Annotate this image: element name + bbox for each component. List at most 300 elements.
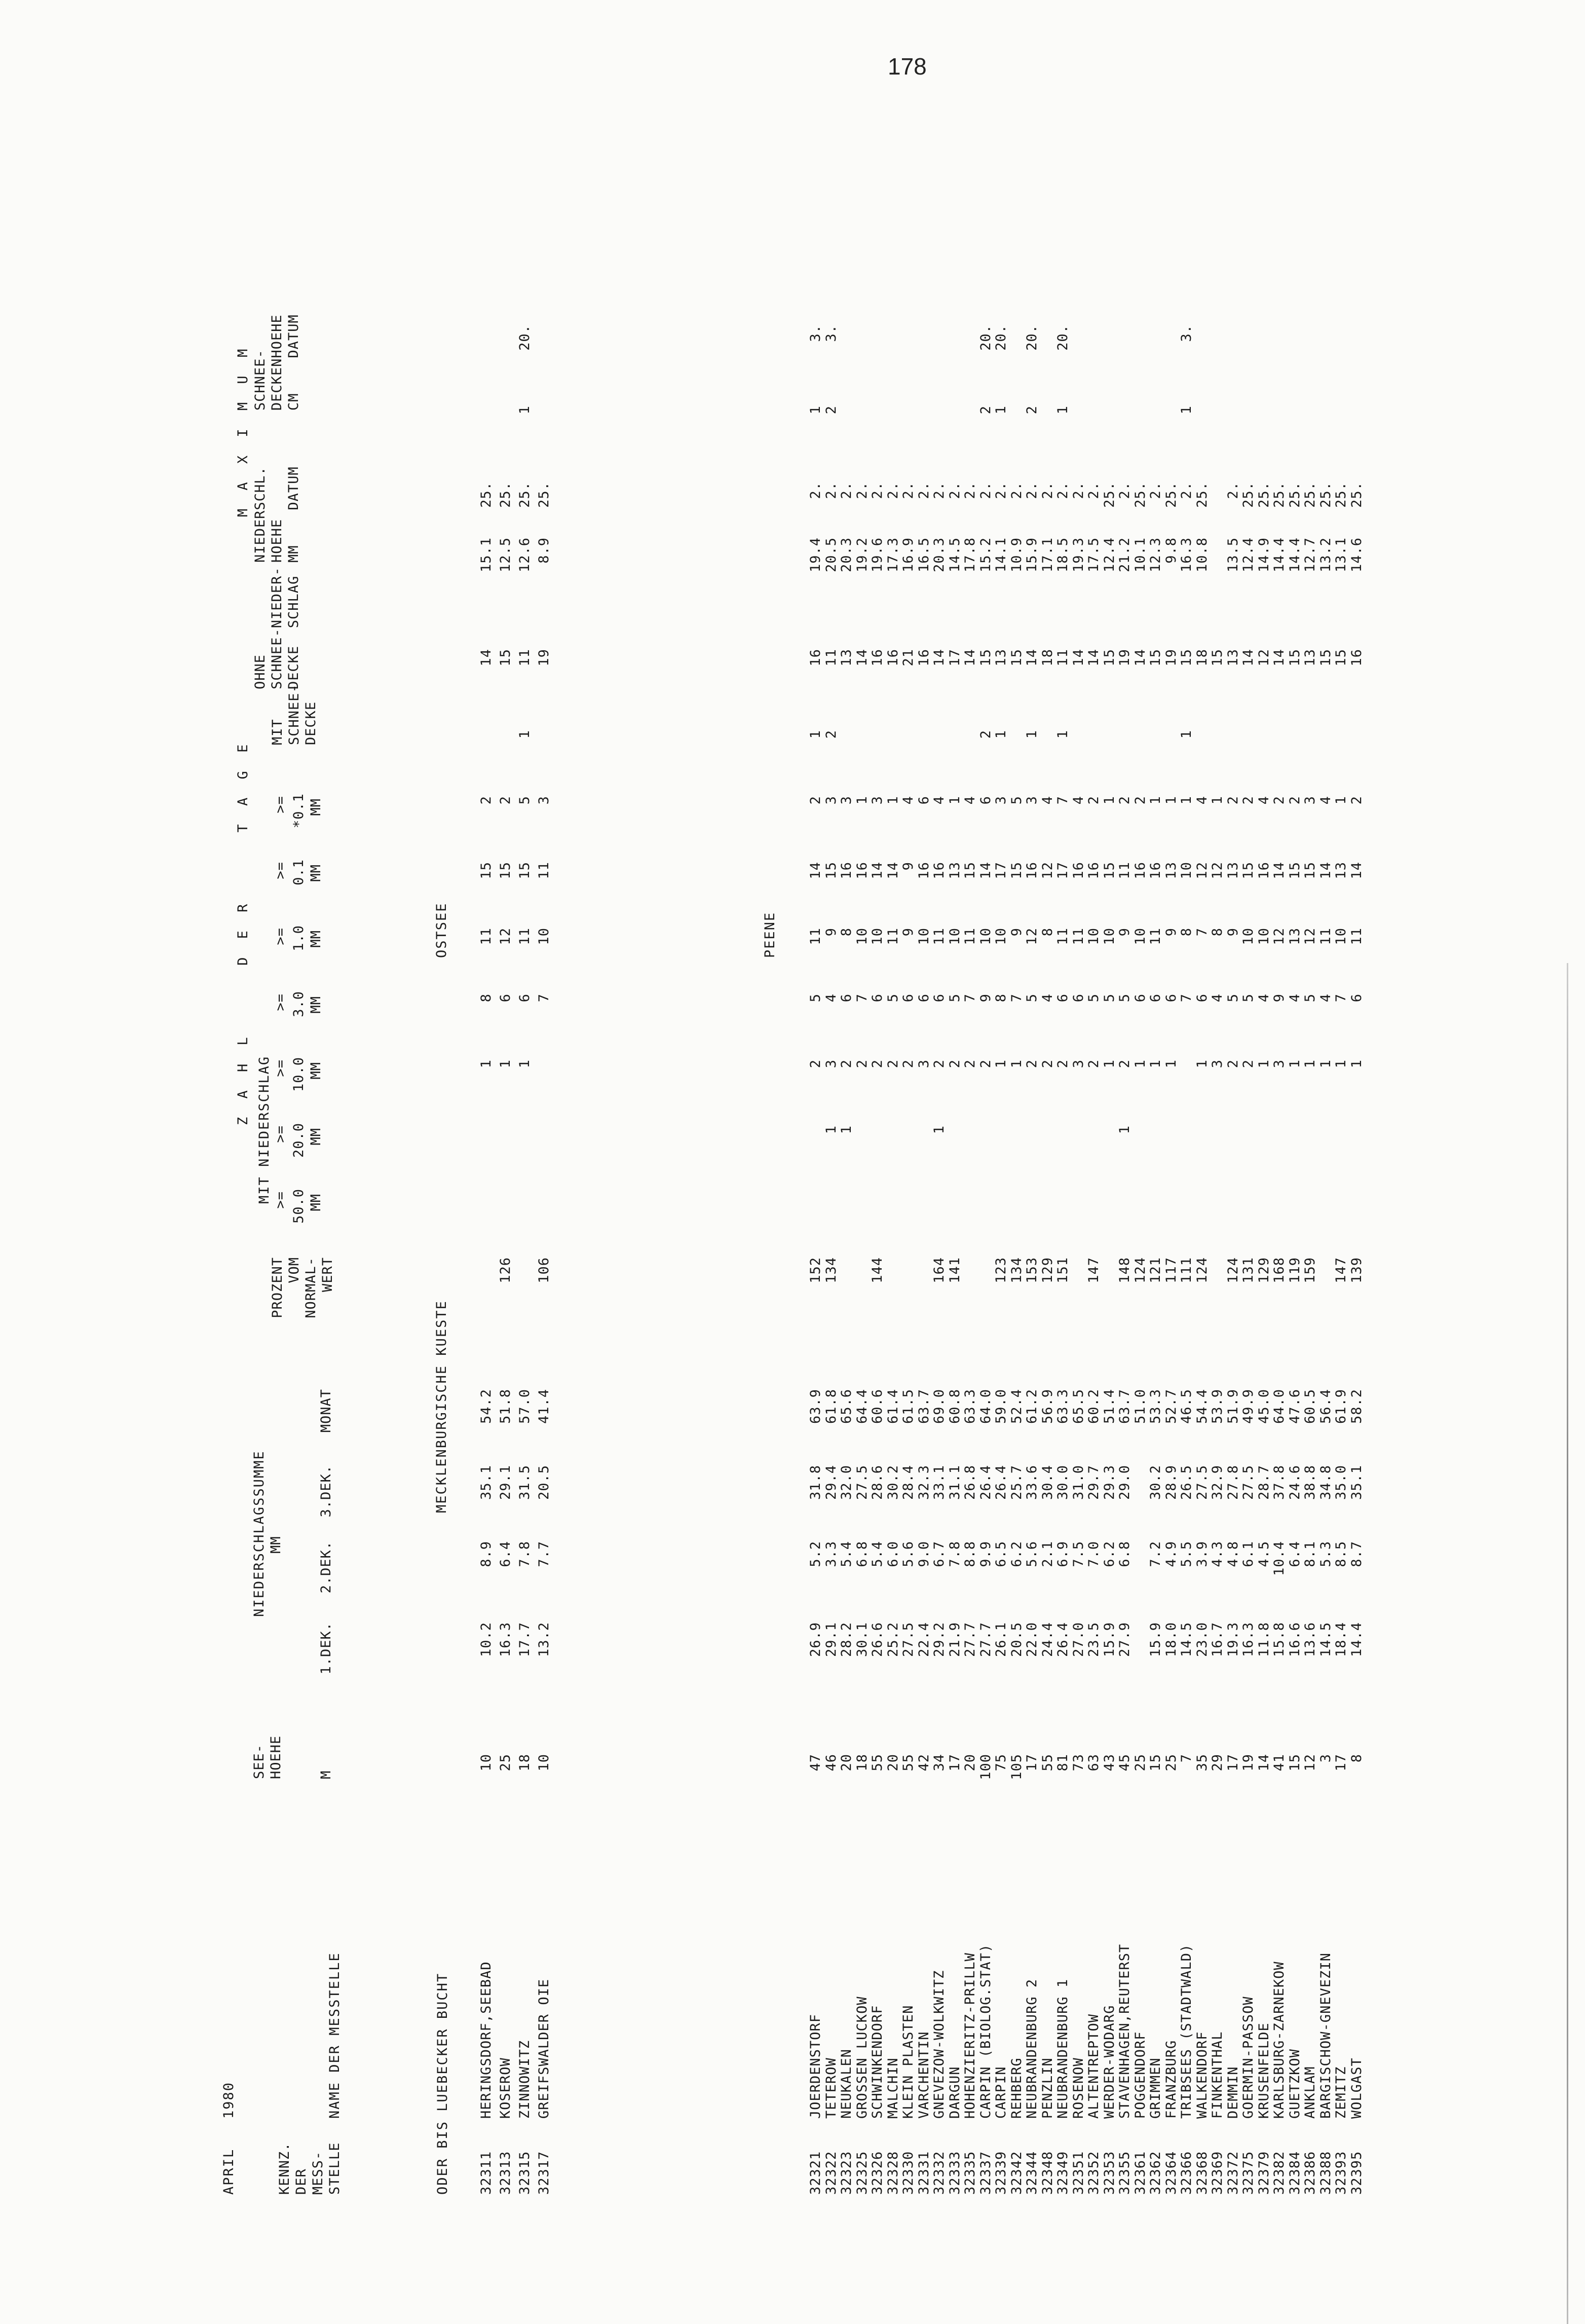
- prozent-value: 129: [1039, 1257, 1055, 1283]
- station-name: WOLGAST: [1348, 2057, 1365, 2119]
- tage-count: 1: [1333, 1059, 1349, 1068]
- scan-edge: [1567, 963, 1568, 2324]
- dek1-value: 29.2: [931, 1622, 947, 1657]
- seehoehe-value: 29: [1210, 1754, 1225, 1772]
- ohne-schnee-value: 19: [1117, 649, 1133, 667]
- monat-value: 57.0: [517, 1389, 533, 1424]
- ohne-schnee-value: 14: [962, 649, 978, 667]
- max-niederschlag-datum: 25.: [1132, 482, 1148, 508]
- max-niederschlag-datum: 25.: [1348, 482, 1365, 508]
- section-subtitle-ostsee: OSTSEE: [434, 902, 449, 958]
- monat-value: 63.7: [1117, 1389, 1133, 1424]
- dek2-value: 5.4: [870, 1541, 885, 1567]
- station-name: NEUKALEN: [839, 2048, 854, 2119]
- ohne-schnee-value: 15: [1148, 649, 1163, 667]
- ohne-schnee-value: 14: [1086, 649, 1102, 667]
- max-niederschlag-value: 14.6: [1348, 537, 1365, 573]
- max-niederschlag-value: 10.1: [1132, 537, 1148, 573]
- tage-count: 16: [1148, 862, 1163, 879]
- tage-count: 15: [823, 862, 839, 879]
- station-id: 32311: [478, 2151, 494, 2195]
- monat-value: 54.4: [1194, 1389, 1210, 1424]
- max-niederschlag-datum: 2.: [839, 482, 854, 499]
- tage-count: 16: [1070, 862, 1086, 879]
- ohne-schnee-value: 14: [1271, 649, 1287, 667]
- station-id: 32342: [1008, 2151, 1025, 2195]
- seehoehe-value: 81: [1055, 1754, 1071, 1772]
- kennz-header: MESS-: [310, 2151, 326, 2195]
- tage-count: 2: [1287, 796, 1303, 805]
- ohne-schnee-value: 11: [1055, 649, 1071, 667]
- tage-count: 2: [1086, 1059, 1102, 1068]
- tage-count: 2: [885, 1059, 901, 1068]
- station-name: GROSSEN LUCKOW: [854, 1996, 870, 2119]
- tage-count: 2: [1117, 796, 1133, 805]
- seehoehe-value: 20: [885, 1754, 901, 1772]
- monat-value: 51.8: [498, 1389, 513, 1424]
- seehoehe-value: 10: [536, 1754, 552, 1772]
- tage-count: 4: [1194, 796, 1210, 805]
- ohne-schnee-value: 14: [1024, 649, 1040, 667]
- threshold-label: 20.0: [291, 1123, 307, 1158]
- tage-count: 1: [839, 1125, 854, 1134]
- max-schneedecke-datum: 3.: [1179, 324, 1194, 342]
- tage-count: 15: [517, 862, 533, 879]
- seehoehe-value: 47: [808, 1754, 823, 1772]
- dek1-value: 16.3: [498, 1622, 513, 1657]
- dek3-value: 30.2: [1148, 1465, 1163, 1500]
- max-schneedecke-datum: 3.: [823, 324, 839, 342]
- monat-value: 65.6: [839, 1389, 854, 1424]
- dek1-value: 29.1: [823, 1622, 839, 1657]
- dek3-value: 29.0: [1117, 1465, 1133, 1500]
- max-niederschlag-header: MM DATUM: [286, 466, 301, 563]
- dek2-value: 6.8: [854, 1541, 870, 1567]
- station-name: ANKLAM: [1302, 2066, 1318, 2119]
- tage-count: 10: [536, 928, 552, 945]
- monat-value: 64.0: [977, 1389, 994, 1424]
- dek3-value: 30.2: [885, 1465, 901, 1500]
- ge-label: >=: [273, 993, 288, 1011]
- dek3-value: 28.6: [870, 1465, 885, 1500]
- kennz-header: STELLE: [327, 2142, 343, 2195]
- mit-schneedecke-value: 1: [808, 730, 823, 739]
- tage-count: 15: [478, 862, 494, 879]
- seehoehe-value: 3: [1317, 1754, 1334, 1763]
- monat-value: 63.3: [1055, 1389, 1071, 1424]
- tage-count: 1: [1256, 1059, 1272, 1068]
- seehoehe-value: 55: [870, 1754, 885, 1772]
- tage-count: 16: [854, 862, 870, 879]
- dek3-value: 29.7: [1086, 1465, 1102, 1500]
- max-niederschlag-datum: 2.: [1024, 482, 1040, 499]
- tage-count: 7: [962, 993, 978, 1003]
- ohne-schnee-value: 15: [1210, 649, 1225, 667]
- tage-count: 7: [1055, 796, 1071, 805]
- dek3-value: 32.9: [1210, 1465, 1225, 1500]
- max-niederschlag-datum: 25.: [1101, 482, 1117, 508]
- seehoehe-value: 46: [823, 1754, 839, 1772]
- monat-value: 63.9: [808, 1389, 823, 1424]
- max-niederschlag-value: 17.5: [1086, 537, 1102, 573]
- seehoehe-value: 8: [1348, 1754, 1365, 1763]
- max-niederschlag-datum: 25.: [1271, 482, 1287, 508]
- tage-count: 2: [478, 796, 494, 805]
- station-id: 32315: [517, 2151, 533, 2195]
- dek2-value: 4.8: [1225, 1541, 1241, 1567]
- dek1-value: 13.2: [536, 1622, 552, 1657]
- tage-count: 1: [478, 1059, 494, 1068]
- max-niederschlag-value: 12.5: [498, 537, 513, 573]
- dek1-value: 15.9: [1148, 1622, 1163, 1657]
- prozent-value: 153: [1024, 1257, 1040, 1283]
- max-schneedecke-datum: 20.: [1024, 324, 1040, 351]
- max-niederschlag-value: 14.1: [993, 537, 1009, 573]
- maximum-header: M A X I M U M: [235, 344, 251, 517]
- prozent-value: 119: [1287, 1257, 1303, 1283]
- prozent-value: 159: [1302, 1257, 1318, 1283]
- dek2-value: 6.7: [931, 1541, 947, 1567]
- ohne-schnee-value: 13: [839, 649, 854, 667]
- station-id: 32388: [1317, 2151, 1334, 2195]
- tage-count: 9: [823, 928, 839, 937]
- tage-count: 2: [854, 1059, 870, 1068]
- station-name: FINKENTHAL: [1210, 2031, 1225, 2119]
- tage-count: 11: [808, 928, 823, 945]
- ohne-schnee-value: 14: [478, 649, 494, 667]
- station-id: 32393: [1333, 2151, 1349, 2195]
- ohne-schnee-value: 16: [916, 649, 932, 667]
- station-id: 32384: [1287, 2151, 1303, 2195]
- dek3-value: 30.4: [1039, 1465, 1055, 1500]
- station-id: 32344: [1024, 2151, 1040, 2195]
- tage-count: 9: [900, 862, 916, 871]
- tage-count: 2: [1132, 796, 1148, 805]
- tage-count: 3: [1271, 1059, 1287, 1068]
- tage-count: 6: [870, 993, 885, 1003]
- seehoehe-header: HOEHE: [268, 1735, 284, 1779]
- dek2-value: 7.8: [517, 1541, 533, 1567]
- tage-count: 16: [1256, 862, 1272, 879]
- ge-label: >=: [273, 796, 288, 814]
- tage-count: 12: [498, 928, 513, 945]
- dek1-value: 28.2: [839, 1622, 854, 1657]
- dek3-value: 27.5: [1194, 1465, 1210, 1500]
- tage-count: 4: [1287, 993, 1303, 1003]
- dek3-value: 34.8: [1317, 1465, 1334, 1500]
- tage-count: 1: [1008, 1059, 1025, 1068]
- station-name: KRUSENFELDE: [1256, 2022, 1272, 2119]
- tage-count: 10: [1132, 928, 1148, 945]
- ohne-schnee-value: 17: [947, 649, 963, 667]
- monat-value: 58.2: [1348, 1389, 1365, 1424]
- tage-count: 8: [1179, 928, 1194, 937]
- tage-count: 7: [1179, 993, 1194, 1003]
- max-schneedecke-datum: 20.: [977, 324, 994, 351]
- prozent-value: 168: [1271, 1257, 1287, 1283]
- tage-count: 3: [1302, 796, 1318, 805]
- tage-count: 3: [1210, 1059, 1225, 1068]
- seehoehe-value: 63: [1086, 1754, 1102, 1772]
- tage-count: 7: [1008, 993, 1025, 1003]
- max-niederschlag-value: 19.3: [1070, 537, 1086, 573]
- max-niederschlag-value: 12.4: [1240, 537, 1256, 573]
- tage-count: 9: [1225, 928, 1241, 937]
- station-name: SCHWINKENDORF: [870, 2005, 885, 2119]
- tage-count: 11: [1317, 928, 1334, 945]
- max-niederschlag-value: 15.1: [478, 537, 494, 573]
- max-niederschlag-datum: 2.: [1148, 482, 1163, 499]
- tage-count: 13: [1333, 862, 1349, 879]
- tage-count: 11: [1117, 862, 1133, 879]
- dek1-value: 14.5: [1317, 1622, 1334, 1657]
- tage-count: 5: [1302, 993, 1318, 1003]
- dek3-value: 31.0: [1070, 1465, 1086, 1500]
- station-name: DARGUN: [947, 2066, 963, 2119]
- dek1-value: 27.9: [1117, 1622, 1133, 1657]
- station-id: 32362: [1148, 2151, 1163, 2195]
- dek2-value: 5.5: [1179, 1541, 1194, 1567]
- mit-schneedecke-value: 2: [823, 730, 839, 739]
- max-niederschlag-datum: 2.: [885, 482, 901, 499]
- prozent-value: 124: [1225, 1257, 1241, 1283]
- dek1-value: 27.7: [962, 1622, 978, 1657]
- tage-count: 6: [931, 993, 947, 1003]
- max-niederschlag-value: 10.9: [1008, 537, 1025, 573]
- max-niederschlag-datum: 2.: [808, 482, 823, 499]
- max-niederschlag-value: 14.9: [1256, 537, 1272, 573]
- tage-count: 2: [1240, 1059, 1256, 1068]
- max-niederschlag-datum: 2.: [1179, 482, 1194, 499]
- max-niederschlag-value: 9.8: [1163, 537, 1179, 564]
- tage-count: 7: [1194, 928, 1210, 937]
- prozent-value: 144: [870, 1257, 885, 1283]
- dek1-value: 26.4: [1055, 1622, 1071, 1657]
- tage-count: 2: [900, 1059, 916, 1068]
- dek2-value: 5.6: [900, 1541, 916, 1567]
- tage-count: 15: [1101, 862, 1117, 879]
- tage-count: 17: [1055, 862, 1071, 879]
- tage-count: 1: [1348, 1059, 1365, 1068]
- mit-niederschlag-header: MIT NIEDERSCHLAG: [256, 1055, 272, 1204]
- tage-count: 2: [1117, 1059, 1133, 1068]
- tage-count: 5: [1086, 993, 1102, 1003]
- max-niederschlag-header: NIEDERSCHL.: [252, 466, 268, 563]
- dek1-value: 27.7: [977, 1622, 994, 1657]
- station-name: ROSENOW: [1070, 2057, 1086, 2119]
- max-schneedecke-datum: 20.: [1055, 324, 1071, 351]
- tage-count: 1: [1287, 1059, 1303, 1068]
- dek2-value: 6.8: [1117, 1541, 1133, 1567]
- dek2-value: 6.4: [1287, 1541, 1303, 1567]
- max-niederschlag-datum: 25.: [1333, 482, 1349, 508]
- threshold-unit: MM: [308, 864, 324, 882]
- max-niederschlag-value: 20.5: [823, 537, 839, 573]
- ohne-schnee-value: 15: [1008, 649, 1025, 667]
- max-niederschlag-datum: 2.: [931, 482, 947, 499]
- seehoehe-value: 20: [839, 1754, 854, 1772]
- tage-count: 1: [1148, 1059, 1163, 1068]
- tage-count: 13: [1225, 862, 1241, 879]
- max-niederschlag-datum: 2.: [1055, 482, 1071, 499]
- dek2-value: 5.4: [839, 1541, 854, 1567]
- ohne-schnee-value: 14: [1070, 649, 1086, 667]
- max-niederschlag-value: 20.3: [839, 537, 854, 573]
- max-niederschlag-value: 8.9: [536, 537, 552, 564]
- station-name: DEMMIN: [1225, 2066, 1241, 2119]
- dek2-value: 5.2: [808, 1541, 823, 1567]
- max-niederschlag-value: 12.7: [1302, 537, 1318, 573]
- tage-count: 3: [823, 796, 839, 805]
- dek1-value: 15.9: [1101, 1622, 1117, 1657]
- seehoehe-value: 17: [1333, 1754, 1349, 1772]
- station-name: KLEIN PLASTEN: [900, 2005, 916, 2119]
- tage-count: 2: [498, 796, 513, 805]
- station-id: 32366: [1179, 2151, 1194, 2195]
- tage-count: 1: [1101, 1059, 1117, 1068]
- station-name: TRIBSEES (STADTWALD): [1179, 1943, 1194, 2119]
- ohne-schnee-value: 19: [1163, 649, 1179, 667]
- station-id: 32379: [1256, 2151, 1272, 2195]
- prozent-value: 141: [947, 1257, 963, 1283]
- threshold-label: 1.0: [291, 925, 307, 951]
- tage-count: 6: [1132, 993, 1148, 1003]
- tage-count: 6: [1163, 993, 1179, 1003]
- max-niederschlag-datum: 2.: [1225, 482, 1241, 499]
- max-schneedecke-header: DECKENHOEHE: [269, 314, 285, 411]
- tage-count: 16: [931, 862, 947, 879]
- tage-count: 12: [1302, 928, 1318, 945]
- max-niederschlag-datum: 2.: [977, 482, 994, 499]
- monat-value: 61.2: [1024, 1389, 1040, 1424]
- ohne-schnee-value: 18: [1194, 649, 1210, 667]
- dek3-value: 35.1: [478, 1465, 494, 1500]
- monat-value: 63.7: [916, 1389, 932, 1424]
- ohne-schnee-value: 14: [1240, 649, 1256, 667]
- seehoehe-value: 43: [1101, 1754, 1117, 1772]
- dek2-value: 8.9: [478, 1541, 494, 1567]
- tage-count: 9: [1117, 928, 1133, 937]
- tage-count: 5: [808, 993, 823, 1003]
- station-name: GUETZKOW: [1287, 2048, 1303, 2119]
- dek1-value: 23.0: [1194, 1622, 1210, 1657]
- seehoehe-value: 15: [1287, 1754, 1303, 1772]
- max-schneedecke-datum: 20.: [517, 324, 533, 351]
- seehoehe-value: 34: [931, 1754, 947, 1772]
- tage-count: 6: [916, 796, 932, 805]
- dek2-value: 3.9: [1194, 1541, 1210, 1567]
- station-name: ZEMITZ: [1333, 2066, 1349, 2119]
- station-id: 32349: [1055, 2151, 1071, 2195]
- dek2-value: 6.2: [1008, 1541, 1025, 1567]
- station-id: 32361: [1132, 2151, 1148, 2195]
- monat-value: 56.9: [1039, 1389, 1055, 1424]
- tage-count: 2: [1086, 796, 1102, 805]
- dek3-value: 26.8: [962, 1465, 978, 1500]
- max-niederschlag-datum: 25.: [517, 482, 533, 508]
- tage-count: 8: [1039, 928, 1055, 937]
- max-niederschlag-datum: 2.: [916, 482, 932, 499]
- kennz-header: KENNZ.: [277, 2142, 292, 2195]
- tage-count: 6: [900, 993, 916, 1003]
- ohne-schnee-value: 14: [854, 649, 870, 667]
- max-schneedecke-datum: 20.: [993, 324, 1009, 351]
- ohne-schnee-value: 21: [900, 649, 916, 667]
- tage-count: 6: [977, 796, 994, 805]
- tage-count: 10: [854, 928, 870, 945]
- max-schneedecke-value: 1: [517, 405, 533, 415]
- station-name: GNEVEZOW-WOLKWITZ: [931, 1970, 947, 2119]
- station-name: GRIMMEN: [1148, 2057, 1163, 2119]
- tage-count: 11: [517, 928, 533, 945]
- tage-count: 2: [1240, 796, 1256, 805]
- tage-count: 4: [1039, 796, 1055, 805]
- tage-count: 4: [1256, 993, 1272, 1003]
- dek1-value: 30.1: [854, 1622, 870, 1657]
- tage-count: 10: [916, 928, 932, 945]
- tage-count: 10: [977, 928, 994, 945]
- tage-count: 4: [1256, 796, 1272, 805]
- dek2-value: 5.6: [1024, 1541, 1040, 1567]
- monat-value: 60.2: [1086, 1389, 1102, 1424]
- tage-count: 4: [931, 796, 947, 805]
- tage-count: 10: [1101, 928, 1117, 945]
- tage-count: 4: [1070, 796, 1086, 805]
- dek1-value: 16.6: [1287, 1622, 1303, 1657]
- tage-count: 2: [1024, 1059, 1040, 1068]
- dekade-header: 3.DEK.: [318, 1465, 334, 1518]
- monat-value: 46.5: [1179, 1389, 1194, 1424]
- tage-count: 10: [947, 928, 963, 945]
- station-id: 32323: [839, 2151, 854, 2195]
- ohne-schnee-header: SCHNEE-NIEDER-: [269, 567, 285, 689]
- tage-count: 2: [931, 1059, 947, 1068]
- tage-count: 17: [993, 862, 1009, 879]
- monat-value: 53.3: [1148, 1389, 1163, 1424]
- tage-count: 6: [1070, 993, 1086, 1003]
- max-niederschlag-value: 21.2: [1117, 537, 1133, 573]
- monat-value: 64.0: [1271, 1389, 1287, 1424]
- tage-count: 6: [1194, 993, 1210, 1003]
- seehoehe-value: 19: [1240, 1754, 1256, 1772]
- tage-count: 1: [1117, 1125, 1133, 1134]
- monat-value: 60.8: [947, 1389, 963, 1424]
- tage-count: 2: [870, 1059, 885, 1068]
- station-id: 32351: [1070, 2151, 1086, 2195]
- max-niederschlag-datum: 2.: [1039, 482, 1055, 499]
- tage-count: 4: [900, 796, 916, 805]
- tage-count: 15: [962, 862, 978, 879]
- station-name: NEUBRANDENBURG 1: [1055, 1978, 1071, 2119]
- prozent-value: 106: [536, 1257, 552, 1283]
- station-name: HOHENZIERITZ-PRILLW: [962, 1952, 978, 2119]
- threshold-label: 10.0: [291, 1057, 307, 1092]
- max-niederschlag-datum: 2.: [962, 482, 978, 499]
- dek1-value: 10.2: [478, 1622, 494, 1657]
- threshold-unit: MM: [308, 930, 324, 948]
- dek3-value: 31.8: [808, 1465, 823, 1500]
- monat-value: 56.4: [1317, 1389, 1334, 1424]
- tage-count: 12: [1194, 862, 1210, 879]
- max-niederschlag-value: 17.1: [1039, 537, 1055, 573]
- threshold-unit: MM: [308, 996, 324, 1014]
- tage-count: 1: [1163, 1059, 1179, 1068]
- tage-count: 1: [498, 1059, 513, 1068]
- dek2-value: 6.0: [885, 1541, 901, 1567]
- tage-count: 1: [947, 796, 963, 805]
- tage-count: 10: [1333, 928, 1349, 945]
- tage-count: 14: [870, 862, 885, 879]
